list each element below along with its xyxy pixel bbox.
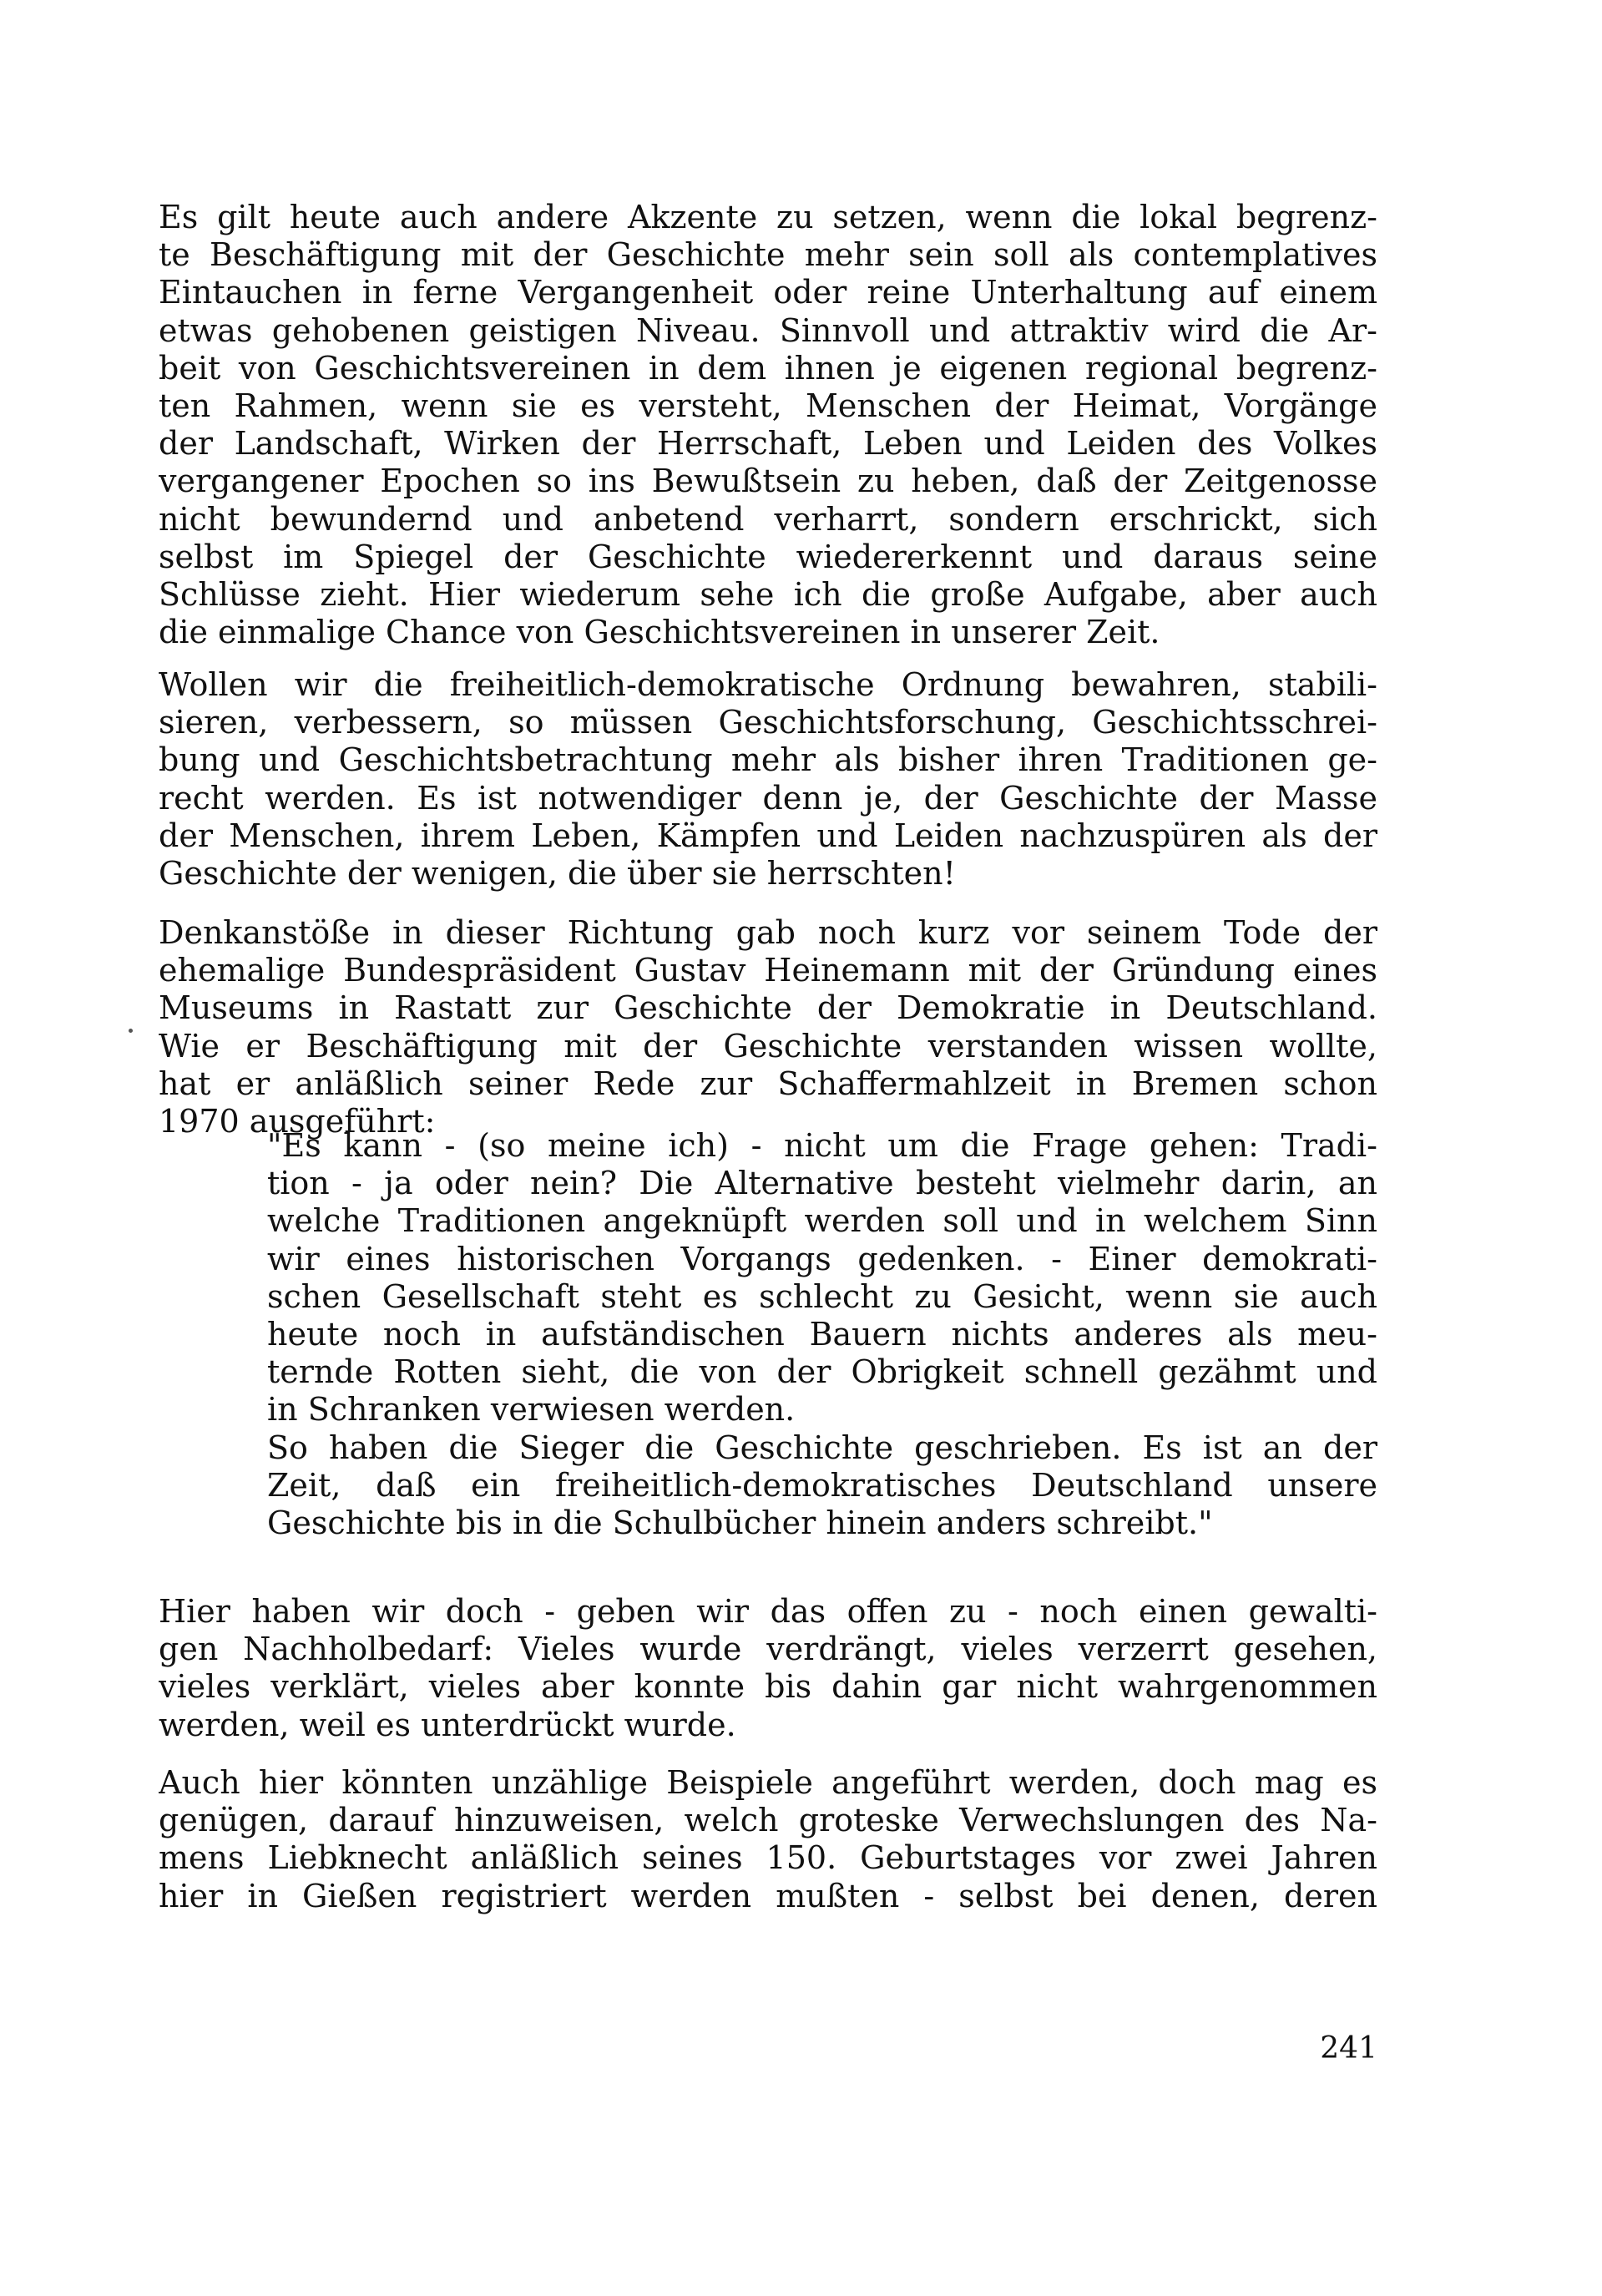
- quote-line: "Es kann - (so meine ich) - nicht um die Frage gehen: Tradi-: [267, 1127, 1377, 1164]
- text-line: Schlüsse zieht. Hier wiederum sehe ich die große Aufgabe, aber auch: [159, 575, 1377, 613]
- paragraph-5: [159, 1764, 1377, 1915]
- text-line: selbst im Spiegel der Geschichte wiedererkennt und daraus seine: [159, 538, 1377, 575]
- text-line: Museums in Rastatt zur Geschichte der Demokratie in Deutschland.: [159, 989, 1377, 1027]
- text-line: mens Liebknecht anläßlich seines 150. Geburtstages vor zwei Jahren: [159, 1839, 1377, 1877]
- text-line: Es gilt heute auch andere Akzente zu setzen, wenn die lokal begrenz-: [159, 199, 1377, 235]
- quote-line: Geschichte bis in die Schulbücher hinein anders schreibt.": [267, 1504, 1213, 1541]
- text-line: Denkanstöße in dieser Richtung gab noch kurz vor seinem Tode der: [159, 914, 1377, 951]
- text-line: Auch hier könnten unzählige Beispiele angeführt werden, doch mag es: [159, 1764, 1377, 1801]
- text-line: der Menschen, ihrem Leben, Kämpfen und Leiden nachzuspüren als der: [159, 817, 1377, 854]
- quote-line: schen Gesellschaft steht es schlecht zu Gesicht, wenn sie auch: [267, 1277, 1377, 1315]
- text-line: 1970 ausgeführt:: [159, 1102, 436, 1140]
- page-number: 241: [1320, 2031, 1377, 2066]
- text-line: Wollen wir die freiheitlich-demokratische Ordnung bewahren, stabili-: [159, 666, 1377, 703]
- text-line: vergangener Epochen so ins Bewußtsein zu heben, daß der Zeitgenosse: [159, 463, 1377, 500]
- text-line: etwas gehobenen geistigen Niveau. Sinnvoll und attraktiv wird die Ar-: [159, 311, 1377, 349]
- quote-line: So haben die Sieger die Geschichte geschrieben. Es ist an der: [267, 1429, 1377, 1466]
- text-line: sieren, verbessern, so müssen Geschichtsforschung, Geschichtsschrei-: [159, 704, 1377, 741]
- text-line: die einmalige Chance von Geschichtsvereinen in unserer Zeit.: [159, 614, 1160, 651]
- paragraph-4: [159, 1593, 1377, 1744]
- text-line: nicht bewundernd und anbetend verharrt, sondern erschrickt, sich: [159, 500, 1377, 538]
- text-line: bung und Geschichtsbetrachtung mehr als bisher ihren Traditionen ge-: [159, 741, 1377, 779]
- quote-line: tion - ja oder nein? Die Alternative besteht vielmehr darin, an: [267, 1165, 1377, 1202]
- quote-line: heute noch in aufständischen Bauern nichts anderes als meu-: [267, 1315, 1377, 1353]
- quote-line: welche Traditionen angeknüpft werden soll und in welchem Sinn: [267, 1202, 1377, 1240]
- text-line: beit von Geschichtsvereinen in dem ihnen je eigenen regional begrenz-: [159, 349, 1377, 387]
- scan-speck: [129, 1029, 133, 1033]
- quote-line: ternde Rotten sieht, die von der Obrigkeit schnell gezähmt und: [267, 1353, 1377, 1391]
- paragraph-1: [159, 199, 1377, 651]
- quote-line: Zeit, daß ein freiheitlich-demokratisches Deutschland unsere: [267, 1466, 1377, 1504]
- block-quote: [267, 1127, 1377, 1542]
- quote-line: in Schranken verwiesen werden.: [267, 1391, 796, 1429]
- text-line: te Beschäftigung mit der Geschichte mehr sein soll als contemplatives: [159, 236, 1377, 274]
- text-line: Wie er Beschäftigung mit der Geschichte verstanden wissen wollte,: [159, 1027, 1377, 1065]
- text-line: ten Rahmen, wenn sie es versteht, Menschen der Heimat, Vorgänge: [159, 387, 1377, 424]
- paragraph-3: [159, 914, 1377, 1140]
- text-line: vieles verklärt, vieles aber konnte bis dahin gar nicht wahrgenommen: [159, 1668, 1377, 1706]
- text-line: der Landschaft, Wirken der Herrschaft, Leben und Leiden des Volkes: [159, 425, 1377, 463]
- text-line: werden, weil es unterdrückt wurde.: [159, 1706, 736, 1743]
- text-line: hier in Gießen registriert werden mußten - selbst bei denen, deren: [159, 1877, 1377, 1914]
- text-line: Hier haben wir doch - geben wir das offen zu - noch einen gewalti-: [159, 1593, 1377, 1630]
- text-line: genügen, darauf hinzuweisen, welch groteske Verwechslungen des Na-: [159, 1802, 1377, 1839]
- text-line: Eintauchen in ferne Vergangenheit oder reine Unterhaltung auf einem: [159, 274, 1377, 311]
- text-line: gen Nachholbedarf: Vieles wurde verdrängt, vieles verzerrt gesehen,: [159, 1631, 1377, 1668]
- text-line: hat er anläßlich seiner Rede zur Schaffermahlzeit in Bremen schon: [159, 1065, 1377, 1102]
- paragraph-2: [159, 666, 1377, 893]
- text-line: Geschichte der wenigen, die über sie herrschten!: [159, 854, 956, 892]
- quote-line: wir eines historischen Vorgangs gedenken. - Einer demokrati-: [267, 1240, 1377, 1277]
- text-line: recht werden. Es ist notwendiger denn je, der Geschichte der Masse: [159, 779, 1377, 817]
- text-line: ehemalige Bundespräsident Gustav Heinemann mit der Gründung eines: [159, 952, 1377, 989]
